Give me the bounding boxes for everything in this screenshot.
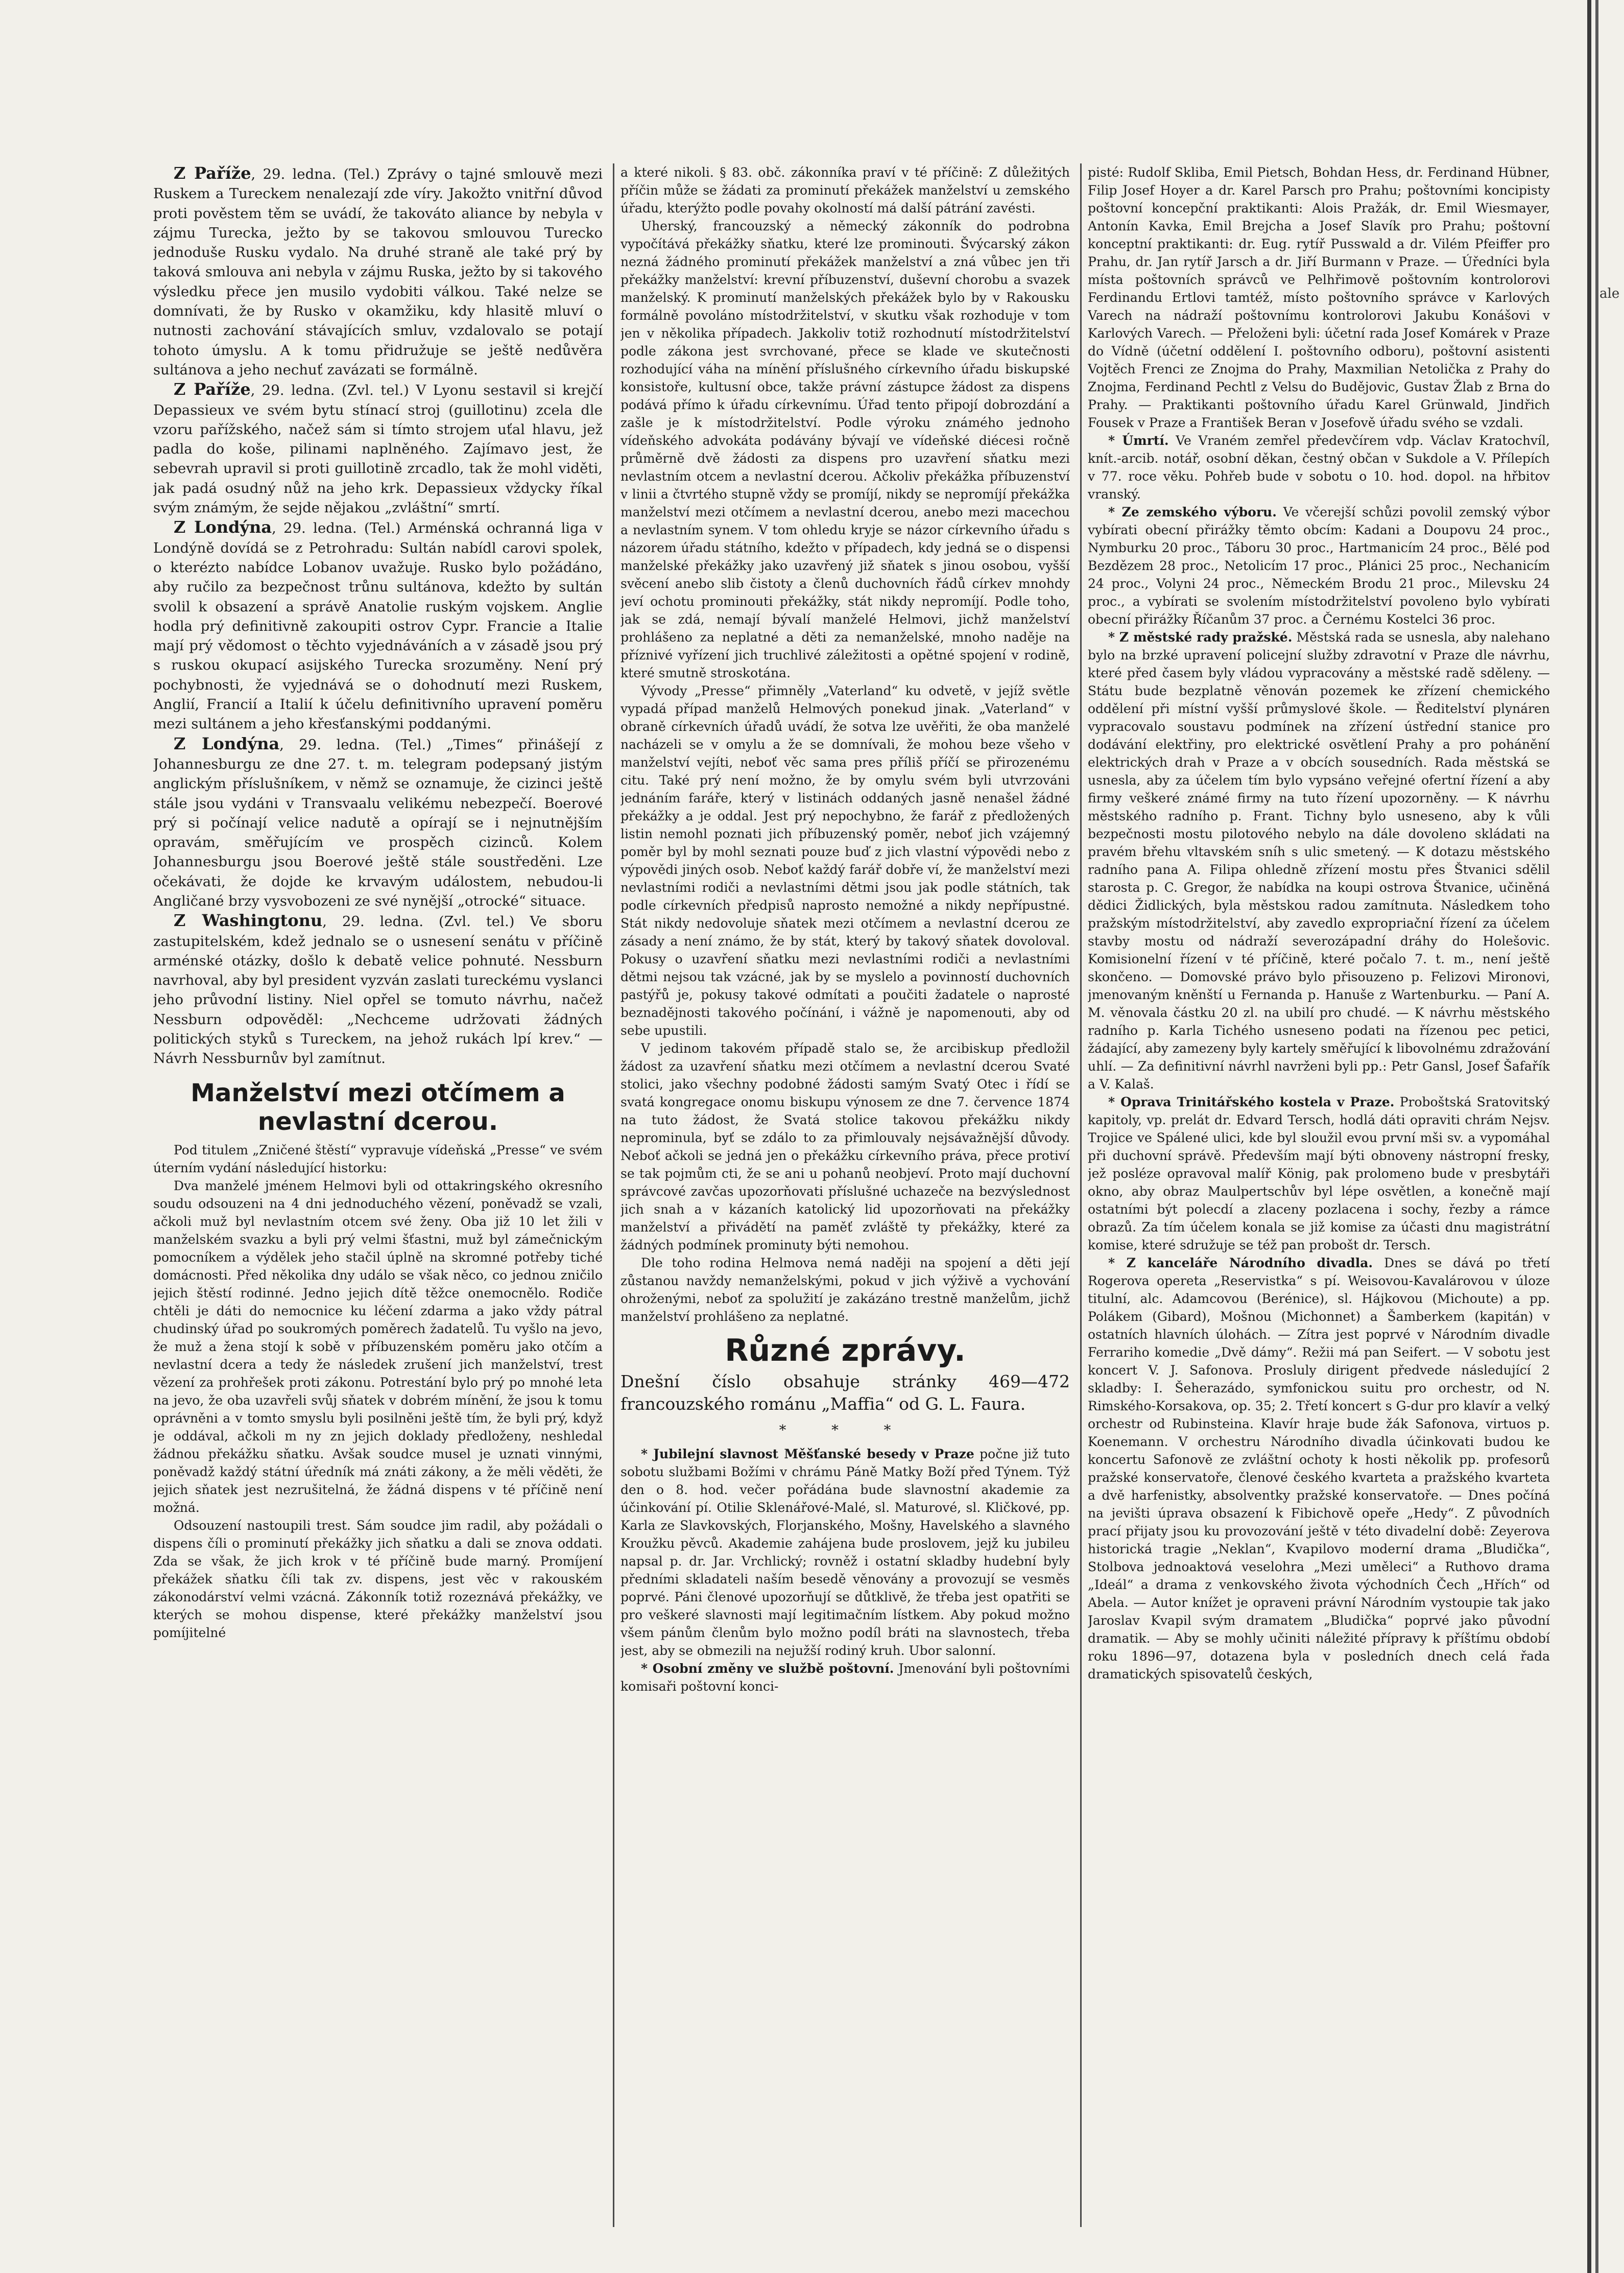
news-text: , 29. ledna. (Zvl. tel.) V Lyonu sestavil si krejčí Depassieux ve svém bytu stínací stroj (guillotinu) zcela dle vzoru pařížského, načež sám si tímto strojem uťal hlavu, jež padla do koše, pilinami naplněného. Zajímavo jest, že sebevrah upravil si proti guillotině zrcadlo, tak že mohl viděti, jak padá osudný nůž na jeho krk. Depassieux vždycky říkal svým známým, že sejde nějakou „zvláštní“ smrtí. <box>153 382 603 516</box>
article-paragraph: Odsouzení nastoupili trest. Sám soudce jim radil, aby požádali o dispens číli o prominutí překážky jich sňatku a dali se znova oddati. Zda se však, že jich krok v té příčině bude marný. Promíjení překážek sňatku číli tak zv. dispens, jest věc v rakouském zákonodárství velmi vzácná. Zákonník totiž rozeznává překážky, ve kterých se mohou dispense, které překážky manželství jsou pomíjitelné <box>153 1518 603 1640</box>
news-item <box>1088 432 1550 503</box>
news-item <box>620 1445 1070 1660</box>
item-title: * Jubilejní slavnost Měšťanské besedy v Praze <box>641 1447 974 1462</box>
item-title: * Z kanceláře Národního divadla. <box>1108 1256 1373 1270</box>
dateline: Z Londýna <box>174 733 280 753</box>
divider-stars: * * * <box>779 1422 912 1438</box>
news-item <box>1088 503 1550 628</box>
news-item <box>1088 1093 1550 1254</box>
dateline: Z Washingtonu <box>174 911 323 931</box>
article-paragraph: V jedinom takovém případě stalo se, že arcibiskup předložil žádost za uzavření sňatku mezi otčímem a nevlastní dcerou Svaté stolici, jako všechny podobné žádosti samým Svatý Otec i řídí se svatá kongregace onomu biskupu výnosem ze dne 7. července 1874 na tuto žádost, že Svatá stolice takovou překážku nikdy neprominula, byť se zdálo to za přimlouvaly nejsávažnější důvody. Neboť ačkoli se jedná jen o překážku církevního práva, přece protiví se tak pojmům cti, že se ani u pohanů neobjeví. Proto mají duchovní správcové zavčas upozorňovati příslušné uchazeče na bezvýslednost jich snah a v kázaních katolický lid upozorňovati na překážky manželství a přivádětí na paměť zvláště ty překážky, které za žádných podmínek prominuty býti nemohou. <box>620 1041 1070 1252</box>
column-rule <box>613 163 614 2227</box>
news-text: Městská rada se usnesla, aby nalehano bylo na brzké upravení policejní služby zdravotní v Praze dle návrhu, které před časem byly vládou vypracovány a městské radě sděleny. — Státu bude bezplatně věnován pozemek ke zřízení chemického oddělení při místní vyšší průmyslové škole. — Ředitelství plynáren vypracovalo soustavu podmínek na zřízení ústřední stanice pro dodávání elektřiny, pro elektrické osvětlení Prahy a pro pohánění elektrických drah v Praze a v obcích sousedních. Rada městská se usnesla, aby za účelem tím bylo vypsáno veřejné ofertní řízení a aby firmy veškeré známé firmy na tuto řízení upozorněny. — K návrhu městského radního p. Frant. Tichny bylo usneseno, aby k vůli bezpečnosti mostu pilotového nebylo na dále dovoleno skládati na pravém břehu vltavském sníh s ulic smetený. — K dotazu městského radního pana A. Filipa ohledně zřízení mostu přes Štvanici sdělil starosta p. C. Gregor, že nabídka na koupi ostrova Štvanice, učiněná dědici Židlických, byla městskou radou zamítnuta. Následkem toho pražským místodržitelství, aby zavedlo expropriační řízení za účelem stavby mostu od nádraží severozápadní dráhy do Holešovic. Komisionelní řízení v té příčině, které počalo 7. t. m., není ještě skončeno. — Domovské právo bylo přisouzeno p. Felizovi Mironovi, jmenovaným kněnští u Fernanda p. Hanuše z Wartenburku. — Paní A. M. věnovala částku 20 zl. na ubilí pro chudé. — K návrhu městského radního p. Karla Tichého usneseno podati na řízenou pec petici, žádající, aby zamezeny byly kartely směřující k libovolnému zdražování uhlí. — Za definitivní návrhl navrženi byli pp.: Petr Gansl, Josef Šafařík a V. Kalaš. <box>1088 630 1550 1092</box>
column-left <box>153 163 603 2227</box>
news-text: Ve včerejší schůzi povolil zemský výbor vybírati obecní přirážky těmto obcím: Kadani a Doupovu 24 proc., Nymburku 20 proc., Táboru 30 proc., Hartmanicím 24 proc., Bělé pod Bezdězem 28 proc., Netolicím 17 proc., Plánici 25 proc., Nechanicím 24 proc., Volyni 24 proc., Německém Brodu 21 proc., Milevsku 24 proc., a vybírati se svolením místodržitelství povoleno bylo vybírati obecní přirážky Říčanům 37 proc. a Černému Kostelci 36 proc. <box>1088 505 1550 627</box>
dateline: Z Londýna <box>174 517 272 537</box>
article-paragraph: Dva manželé jménem Helmovi byli od ottakringského okresního soudu odsouzeni na 4 dni jednoduchého vězení, poněvadž se vzali, ačkoli muž byl nevlastním otcem své ženy. Oba již 10 let žili v manželském svazku a byli prý velmi šťastni, muž byl zámečnickým pomocníkem a výdělek jeho stačil úplně na skromné potřeby tiché domácnosti. Před několika dny událo se však něco, co jednou zničilo jejich štěstí rodinné. Jedno jejich dítě těžce onemocnělo. Rodiče chtěli je dáti do nemocnice ku léčení zdarma a jako vždy pátral chudinský úřad po soukromých poměrech žadatelů. Tu vyšlo na jevo, že muž a žena stojí k sobě v příbuzenském poměru jako otčím a nevlastní dcera a tedy že následek zrušení jich manželství, trest vězení za prohřešek proti zákonu. Potrestání bylo prý po mnohé leta na jevo, že oba uzavřeli svůj sňatek v dobrém mínění, že jsou k tomu oprávněni a v tomto smyslu byli posilněni ještě tím, že byli prý, když je oddával, ačkoli m ny zn jejich doklady předloženy, neshledal žádnou překážku sňatku. Avšak soudce musel je uznati vinnými, poněvadž každý státní úředník má znáti zákony, a že měli věděti, že jejich sňatek jest nezrušitelná, že žádná dispens v té příčině není možná. <box>153 1178 603 1515</box>
article-paragraph: a které nikoli. § 83. obč. zákonníka praví v té příčině: Z důležitých příčin může se žádati za prominutí překážek manželství u zemského úřadu, kterýžto podle povahy okolností má další pátrání zavésti. <box>620 165 1070 216</box>
article-paragraph: Dle toho rodina Helmova nemá naději na spojení a děti její zůstanou navždy nemanželskými, pokud v jich výživě a vychování ohroženými, neboť za spolužití je zakázáno trestně manželům, jichž manželství prohlášeno za neplatné. <box>620 1256 1070 1324</box>
article-paragraph: Uherský, francouzský a německý zákonník do podrobna vypočítává překážky sňatku, které lze prominouti. Švýcarský zákon nezná žádného prominutí překážek manželství a zná vůbec jen tři překážky manželství: krevní příbuzenství, duševní chorobu a svazek manželský. K prominutí manželských překážek bylo by v Rakousku formálně povoláno místodržitelství, v skutku však rozhoduje v tom jen v několika případech. Jakkoliv totiž rozhodnutí místodržitelství podle zákona jest svrchované, přece se klade ve skutečnosti rozhodující váha na mínění příslušného církevního úřadu biskupské konsistoře, kultusní obce, takže právní zástupce žádost za dispens podává přímo k úřadu církevnímu. Úřad tento připojí dobrozdání a zašle je k místodržitelství. Podle výroku známého jednoho vídeňského advokáta podávány bývají ve vídeňské diécesi ročně průměrně dvě žádosti za dispens pro uzavření sňatku mezi nevlastním otcem a nevlastní dcerou. Ačkoliv překážka příbuzenství v linii a čtvrtého stupně vždy se promíjí, nikdy se nepromíjí překážka manželství mezi otčímem a nevlastní dcerou, anebo mezi macechou a nevlastním synem. V tom ohledu kryje se názor církevního úřadu s názorem úřadu státního, kdežto v případech, kdy jedná se o dispensi manželské překážky jako uzavřený již sňatek s jinou osobou, vyšší svěcení anebo slib čistoty a členů duchovních řádů církev mnohdy jeví ochotu prominouti překážky, stát nikdy nepromíjí. Podle toho, jak se zdá, nemají bývalí manželé Helmovi, jichž manželství prohlášeno za neplatné a děti za nemanželské, mnoho naděje na příznivé vyřízení jich truchlivé záležitosti a opětné spojení v rodině, které smutně stroskotána. <box>620 219 1070 680</box>
column-middle <box>620 163 1070 2227</box>
news-item <box>1088 628 1550 1093</box>
news-item <box>153 517 603 733</box>
news-text: , 29. ledna. (Tel.) „Times“ přinášejí z Johannesburgu ze dne 27. t. m. telegram podepsaný jistým anglickým příslušníkem, v němž se oznamuje, že cizinci ještě stále jsou vydáni v Transvaalu velikému nebezpečí. Boerové prý si počínají velice nadutě a opírají se i nejnutnějším opravám, směřujícím ve prospěch cizinců. Kolem Johannesburgu jsou Boerové ještě stále soustředěni. Lze očekávati, že dojde ke krvavým událostem, nebudou-li Angličané brzy vysvobozeni ze své nynější „otrocké“ situace. <box>153 736 603 909</box>
item-title: * Ze zemského výboru. <box>1108 505 1277 519</box>
news-item <box>153 380 603 517</box>
news-item <box>620 1660 1070 1695</box>
news-text: , 29. ledna. (Tel.) Zprávy o tajné smlouvě mezi Ruskem a Tureckem nenalezají zde víry. Jakožto vnitřní důvod proti pověstem těm se uvádí, že takováto aliance by nebyla v zájmu Turecka, ježto by se takovou smlouvou Turecko jednoduše Rusku vydalo. Na druhé straně ale také prý by taková smlouva ani nebyla v zájmu Ruska, ježto by si takového výsledku přece jen musilo vydobiti válkou. Také nelze se domnívati, že by Rusko v okamžiku, kdy hlasitě mluví o nutnosti zachování stávajících smluv, vzdalovalo se potají tohoto úmyslu. A k tomu přidružuje se ještě nedůvěra sultánova a jeho nechuť zavázati se formálně. <box>153 166 603 378</box>
news-text: Ve Vraném zemřel předevčírem vdp. Václav Kratochvíl, knít.-arcib. notář, osobní děkan, čestný občan v Sukdole a V. Přílepích v 77. roce věku. Pohřeb bude v sobotu o 10. hod. dopol. na hřbitov vranský. <box>1088 433 1550 502</box>
article-paragraph: pisté: Rudolf Skliba, Emil Pietsch, Bohdan Hess, dr. Ferdinand Hübner, Filip Josef Hoyer a dr. Karel Parsch pro Prahu; poštovními koncipisty poštovní koncepční praktikanti: Alois Pražák, dr. Emil Wiesmayer, Antonín Kavka, Emil Brejcha a Josef Slavík pro Prahu; poštovní konceptní praktikanti: dr. Eug. rytíř Pusswald a dr. Vilém Pfeiffer pro Prahu, dr. Jan rytíř Jarsch a dr. Jiří Burmann v Praze. — Úředníci byla místa poštovních správců ve Pelhřimově poštovním kontrolorovi Ferdinandu Ertlovi tamtéž, místo poštovního správce v Karlových Varech na nádraží poštovnímu kontrolorovi Jakubu Konášovi v Karlových Varech. — Přeloženi byli: účetní rada Josef Komárek v Praze do Vídně (účetní oddělení I. poštovního odboru), poštovní asistenti Vojtěch Frenci ze Znojma do Prahy, Maxmilian Netolička z Prahy do Znojma, Ferdinand Pechtl z Velsu do Budějovic, Gustav Žlab z Brna do Prahy. — Praktikanti poštovního úřadu Karel Grünwald, Jindřich Fousek v Praze a František Beran v Josefově úřadu svého se vzdali. <box>1088 165 1550 430</box>
article-paragraph: Vývody „Presse“ přimněly „Vaterland“ ku odvetě, v jejíž světle vypadá případ manželů Helmových ponekud jinak. „Vaterland“ v obraně církevních úřadů uvádí, že sotva lze uvěřiti, že oba manželé nacházeli se v omylu a že se domnívali, že mohou beze všeho v manželství vejíti, neboť věc sama pres příliš příčí se přirozenému citu. Také prý není možno, že by omylu svém byli utvrzováni jednáním faráře, který v listinách oddaných jasně nenašel žádné překážky a je oddal. Jest prý nepochybno, že farář z předložených listin nemohl poznati jich příbuzenský poměr, neboť jich vzájemný poměr byl by mohl seznati pouze buď z jich vlastní výpovědi nebo z výpovědi jiných osob. Neboť každý farář dobře ví, že manželství mezi nevlastními rodiči a nevlastními dětmi jsou jak podle státních, tak podle církevních předpisů naprosto nemožné a nikdy nepřípustné. Stát nikdy nedovoluje sňatek mezi otčímem a nevlastní dcerou ze zásady a není známo, že by stát, který by takový sňatek dovoloval. Pokusy o uzavření sňatku mezi nevlastními rodiči a nevlastními dětmi nejsou tak vzácné, jak by se myslelo a povinností duchovních pastýřů je, pokusy takové odmítati a poučiti žadatele o naprosté beznadějnosti takového počínání, i vážně je napomenouti, aby od sebe upustili. <box>620 683 1070 1038</box>
dateline: Z Paříže <box>174 380 251 399</box>
news-text: , 29. ledna. (Tel.) Arménská ochranná liga v Londýně dovídá se z Petrohradu: Sultán nabídl carovi spolek, o kterézto nabídce Lobanov uvažuje. Rusko bylo požádáno, aby ručilo za bezpečnost trůnu sultánova, kdežto by sultán svolil k obsazení a správě Anatolie ruským vojskem. Anglie hodla prý definitivně zakoupiti ostrov Cypr. Francie a Italie mají prý vědomost o těchto vyjednáváních a v zásadě jsou prý s ruskou okupací asijského Turecka srozuměny. Není prý pochybnosti, že vyjednává se o dohodnutí mezi Ruskem, Anglií, Francií a Italií k účelu definitivního upravení poměru mezi sultánem a jeho křesťanskými poddanými. <box>153 520 603 732</box>
novel-notice: Dnešní číslo obsahuje stránky 469—472 francouzského románu „Maffia“ od G. L. Faura. <box>620 1371 1070 1414</box>
adjacent-page-fragment: ale <box>1599 286 1620 301</box>
section-heading: Různé zprávy. <box>725 1333 966 1368</box>
dateline: Z Paříže <box>174 163 251 183</box>
item-title: * Z městské rady pražské. <box>1108 630 1293 645</box>
item-title: * Oprava Trinitářského kostela v Praze. <box>1108 1095 1395 1109</box>
news-item <box>153 734 603 911</box>
news-text: Proboštská Sratovitský kapitoly, vp. prelát dr. Edvard Tersch, hodlá dáti opraviti chrám Nejsv. Trojice ve Spálené ulici, kde byl sloužil evou první mši sv. a vypomáhal při duchovní správě. Především mají býti obnoveny nástropní fresky, jež posléze opravoval malíř König, pak prolomeno bude v presbytáři okno, aby obraz Maulpertschův byl lépe osvětlen, a konečně mají ostatními být polecdí a zlaceny pozlacena i sochy, řezby a rámce obrazů. Za tím účelem konala se již komise za účasti dnu magistrátní komise, které sdružuje se též pan probošt dr. Tersch. <box>1088 1095 1550 1252</box>
news-text: Dnes se dává po třetí Rogerova opereta „Reservistka“ s pí. Weisovou-Kavalárovou v úloze titulní, alc. Adamcovou (Berénice), sl. Hájkovou (Michoute) a pp. Polákem (Gibard), Mošnou (Michonnet) a Šamberkem (kapitán) v ostatních hlavních úlohách. — Zítra jest poprvé v Národním divadle Ferrariho komedie „Dvě dámy“. Režii má pan Seifert. — V sobotu jest koncert V. J. Safonova. Prosluly dirigent předvede následující 2 skladby: I. Šeherazádo, symfonickou suitu pro orchestr, od N. Rimského-Korsakova, op. 35; 2. Třetí koncert s G-dur pro klavír a velký orchestr od Rubinsteina. Klavír hraje bude žák Safonova, virtuos p. Koenemann. V orchestru Národního divadla účinkovati budou ke koncertu Safonově ze zvláštní ochoty k hosti několik pp. profesorů pražské konservatoře, členové českého kvarteta a pražského kvarteta a dvě harfenistky, absolventky pražské konservatoře. — Dnes počíná na jevišti úprava obsazení k Fibichově opeře „Hedy“. Z původních prací přijaty jsou ku provozování ještě v této divadelní době: Zeyerova historická tragie „Neklan“, Kvapilovo moderní drama „Bludička“, Stolbova jednoaktová veselohra „Mezi uměleci“ a Ruthovo drama „Ideál“ a drama z venkovského života východních Čech „Hřích“ od Abela. — Autor knížet je opraveni právní Národním vystoupie tak jako Jaroslav Kvapil svým dramatem „Bludička“ poprvé jako původní dramatik. — Aby se mohly učiniti náležité přípravy k příštímu období roku 1896—97, dotazena byla v posledních dnech celá řada dramatických spisovatelů českých, <box>1088 1256 1550 1682</box>
article-paragraph: Pod titulem „Zničené štěstí“ vypravuje vídeňská „Presse“ ve svém úterním vydání následující historku: <box>153 1142 603 1175</box>
newspaper-page <box>153 163 1573 2227</box>
item-title: * Osobní změny ve službě poštovní. <box>641 1661 894 1676</box>
page-edge-shadow <box>1595 0 1598 2273</box>
page-edge <box>1587 0 1591 2273</box>
news-text: Jmenování byli poštovními komisaři poštovní konci- <box>620 1661 1070 1694</box>
column-rule <box>1080 163 1082 2227</box>
item-title: * Úmrtí. <box>1108 433 1169 448</box>
news-text: , 29. ledna. (Zvl. tel.) Ve sboru zastupitelském, kdež jednalo se o usnesení senátu v příčině arménské otázky, došlo k debatě velice pohnuté. Nessburn navrhoval, aby byl president vyzván zaslati tureckému vyslanci jeho průvodní listiny. Niel opřel se tomuto návrhu, načež Nessburn odpověděl: „Nechceme udržovati žádných politických styků s Tureckem, na jehož rukách lpí krev.“ — Návrh Nessburnův byl zamítnut. <box>153 913 603 1067</box>
news-text: počne již tuto sobotu službami Božími v chrámu Páně Matky Boží před Týnem. Týž den o 8. hod. večer pořádána bude slavnostní akademie za účinkování pí. Otilie Sklenářové-Malé, sl. Maturové, sl. Kličkové, pp. Karla ze Slavkovských, Florjanského, Mošny, Havelského a slavného Kroužku pěvců. Akademie zahájena bude proslovem, jejž ku jubileu napsal p. dr. Jar. Vrchlický; rovněž i ostatní skladby hudební byly předními skladateli naším besedě věnovány a provozují se vesměs poprvé. Páni členové upozorňují se důtklivě, že třeba jest opatřiti se pro veškeré slavnosti mají legitimačním lístkem. Aby pokud možno všem pánům členům bylo možno podíl bráti na slavnostech, třeba jest, aby se obmezili na nejužší rodiný kruh. Ubor salonní. <box>620 1447 1070 1659</box>
news-item <box>153 911 603 1068</box>
news-item <box>153 163 603 380</box>
article-heading: Manželství mezi otčímem a nevlastní dcerou. <box>190 1078 565 1136</box>
column-right <box>1088 163 1550 2227</box>
news-item <box>1088 1254 1550 1683</box>
